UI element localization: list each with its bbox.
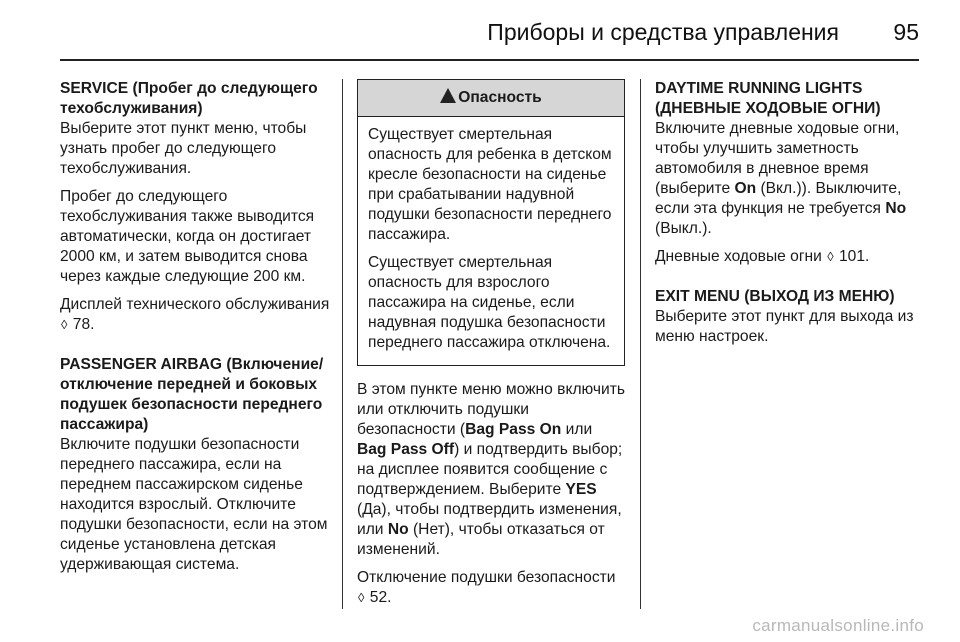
page-title: Приборы и средства управления (487, 19, 839, 45)
option-no: No (387, 521, 409, 538)
paragraph: Выберите этот пункт для выхода из меню настроек. (655, 308, 914, 345)
option-no: No (885, 200, 907, 217)
option-yes: YES (565, 481, 597, 498)
page-reference[interactable]: 78. (72, 316, 95, 333)
option-on: On (734, 180, 757, 197)
page-reference-icon: ◊ (61, 317, 68, 332)
page-header (60, 0, 919, 60)
paragraph: Включите подушки безопасности переднего пассажира, если на переднем пассажирском сиденье находится взрослый. Отключите подушки безопасности, если на этом сиденье установлена детская удерживающая система. (60, 436, 328, 573)
paragraph: Пробег до следующего техобслуживания также выводится автоматически, когда он достигает 2000 км, и затем выводится снова через каждые следующие 200 км. (60, 188, 315, 285)
warning-paragraph: Существует смертельная опасность для взрослого пассажира на сиденье, если надувная подушка безопасности переднего пассажира отключена. (368, 254, 611, 351)
column-divider-1 (342, 79, 343, 609)
column-3 (655, 79, 925, 355)
warning-box (357, 79, 625, 366)
page-number: 95 (893, 19, 919, 45)
paragraph: Выберите этот пункт меню, чтобы узнать пробег до следующего техобслуживания. (60, 120, 307, 177)
page-reference-icon: ◊ (358, 590, 365, 605)
section-heading-passenger-airbag: PASSENGER AIRBAG (Включение/отключение передней и боковых подушек безопасности переднего пассажира) (60, 356, 324, 433)
page-reference[interactable]: 52. (369, 589, 392, 606)
warning-header (358, 80, 624, 117)
column-1 (60, 79, 332, 583)
page-reference[interactable]: 101. (838, 248, 870, 265)
warning-triangle-icon (440, 88, 456, 103)
paragraph-text: Отключение подушки безопасности (357, 569, 616, 586)
column-divider-2 (640, 79, 641, 609)
paragraph-text: Дисплей технического обслуживания (60, 296, 330, 313)
paragraph: Включите дневные ходовые огни, чтобы улучшить заметность автомобиля в дневное время (выберите On (Вкл.)). Выключите, если эта функция не требуется No (Выкл.). (655, 120, 907, 237)
warning-body (358, 117, 624, 365)
warning-title: Опасность (458, 89, 542, 106)
page-reference-icon: ◊ (827, 249, 834, 264)
watermark: carmanualsonline.info (752, 616, 924, 635)
warning-paragraph: Существует смертельная опасность для ребенка в детском кресле безопасности на сиденье при срабатывании надувной подушки безопасности переднего пассажира. (368, 126, 612, 243)
section-heading-service: SERVICE (Пробег до следующего техобслуживания) (60, 80, 318, 117)
paragraph-with-ref (60, 295, 332, 335)
paragraph-text: Дневные ходовые огни (655, 248, 822, 265)
paragraph: В этом пункте меню можно включить или отключить подушки безопасности (Bag Pass On или Bag Pass Off) и подтвердить выбор; на дисплее появится сообщение с подтверждением. Выберите YES (Да), чтобы подтвердить изменения, или No (Нет), чтобы отказаться от изменений. (357, 381, 625, 558)
header-divider (60, 59, 919, 61)
paragraph-with-ref (357, 568, 625, 608)
section-heading-exit-menu: EXIT MENU (ВЫХОД ИЗ МЕНЮ) (655, 288, 895, 305)
section-heading-daytime-running-lights: DAYTIME RUNNING LIGHTS (ДНЕВНЫЕ ХОДОВЫЕ ОГНИ) (655, 80, 881, 117)
option-bag-pass-off: Bag Pass Off (357, 441, 455, 458)
paragraph-with-ref (655, 247, 925, 267)
column-2 (357, 79, 625, 616)
option-bag-pass-on: Bag Pass On (465, 421, 562, 438)
